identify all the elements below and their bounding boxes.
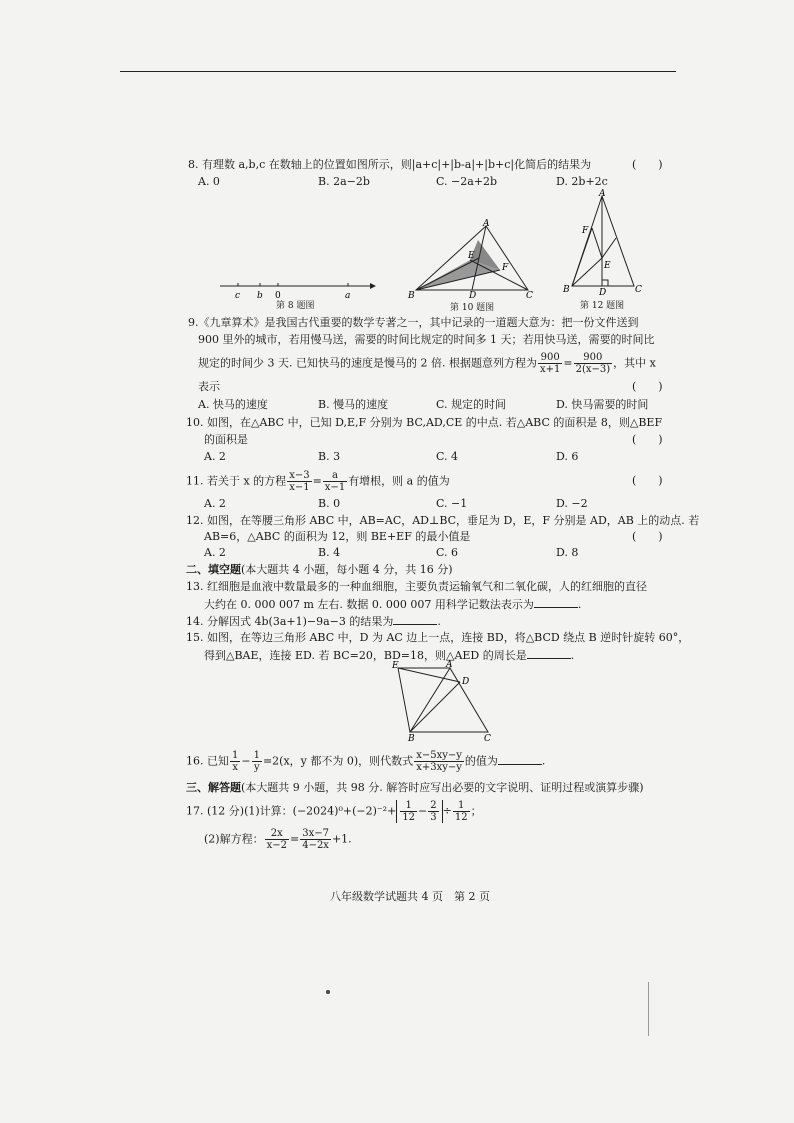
q15-line2: 得到△BAE，连接 ED. 若 BC=20，BD=18，则△AED 的周长是 . xyxy=(204,649,575,662)
q13-answer-blank[interactable] xyxy=(534,597,578,608)
q17-absolute-value: $\frac{1}{12}$ − $\frac{2}{3}$ xyxy=(396,800,442,823)
q9-line3-text: 规定的时间少 3 天. 已知快马的速度是慢马的 2 倍. 根据题意列方程为 xyxy=(198,356,537,370)
q16-fraction-2: $\frac{1}{y}$ xyxy=(253,750,260,773)
fig15-rotation-figure xyxy=(390,660,494,742)
q13-line1: 13. 红细胞是血液中数量最多的一种血细胞，主要负责运输氧气和二氧化碳，人的红细胞的直径 xyxy=(186,580,647,593)
q12-answer-paren: ( ) xyxy=(632,530,663,543)
q9-fraction-1: $\frac{900}{x+1}$ xyxy=(539,352,561,375)
q8-option-d: D. 2b+2c xyxy=(556,175,608,188)
q10-line1: 10. 如图，在△ABC 中，已知 D,E,F 分别为 BC,AD,CE 的中点. 若△ABC 的面积是 8，则△BEF xyxy=(186,416,663,429)
q11-answer-paren: ( ) xyxy=(632,474,663,487)
fig10-label-B: B xyxy=(408,291,415,301)
q10-answer-paren: ( ) xyxy=(632,433,663,446)
section-2-heading: 二、填空题(本大题共 4 小题，每小题 4 分，共 16 分) xyxy=(186,563,453,576)
q12-option-c: C. 6 xyxy=(436,546,459,559)
q17-fraction-right: $\frac{3x-7}{4-2x}$ xyxy=(302,828,329,851)
q9-option-d: D. 快马需要的时间 xyxy=(556,398,649,411)
q17-part1: 17. (12 分)(1)计算：(−2024)⁰+(−2)⁻²+ $\frac{1}{12}$ − $\frac{2}{3}$ ÷ $\frac{1}{12}$ ； xyxy=(186,800,482,823)
q8-option-b: B. 2a−2b xyxy=(318,175,370,188)
q10-option-b: B. 3 xyxy=(318,450,341,463)
fig8-caption: 第 8 题图 xyxy=(276,301,315,311)
scan-mark xyxy=(648,982,649,1036)
q9-option-a: A. 快马的速度 xyxy=(198,398,268,411)
section-3-heading: 三、解答题(本大题共 9 小题，共 98 分. 解答时应写出必要的文字说明、证明过程或演算步骤) xyxy=(186,781,644,794)
q8-answer-paren: ( ) xyxy=(632,158,663,171)
fig12-triangle xyxy=(560,188,646,296)
q17-part2: (2)解方程： $\frac{2x}{x-2}$ = $\frac{3x-7}{4-2x}$ +1. xyxy=(204,828,352,851)
q16-stem: 16. 已知 $\frac{1}{x}$ − $\frac{1}{y}$ =2(x，y 都不为 0)，则代数式 $\frac{x-5xy-y}{x+3xy-y}$ 的值为 . xyxy=(186,750,546,773)
q15-answer-blank[interactable] xyxy=(527,648,571,659)
fig10-label-E: E xyxy=(468,251,475,261)
fig12-label-A: A xyxy=(599,189,606,199)
q10-option-a: A. 2 xyxy=(204,450,226,463)
q9-line3: 规定的时间少 3 天. 已知快马的速度是慢马的 2 倍. 根据题意列方程为 $\frac{900}{x+1}$ = $\frac{900}{2(x-3)}$ ，其中 x xyxy=(198,352,656,375)
fig8-label-b: b xyxy=(257,291,263,301)
q8-option-a: A. 0 xyxy=(198,175,220,188)
header-rule xyxy=(120,71,676,72)
q14-stem: 14. 分解因式 4b(3a+1)−9a−3 的结果为 . xyxy=(186,615,441,628)
q14-answer-blank[interactable] xyxy=(393,614,437,625)
q9-line4: 表示 xyxy=(198,380,220,393)
q9-fraction-2: $\frac{900}{2(x-3)}$ xyxy=(575,352,611,375)
fig12-caption: 第 12 题图 xyxy=(580,301,625,311)
q9-answer-paren: ( ) xyxy=(632,380,663,393)
q11-stem: 11. 若关于 x 的方程 $\frac{x-3}{x-1}$ = $\frac{a}{x-1}$ 有增根，则 a 的值为 xyxy=(186,470,450,493)
q15-line1: 15. 如图，在等边三角形 ABC 中，D 为 AC 边上一点，连接 BD，将△BCD 绕点 B 逆时针旋转 60°， xyxy=(186,631,690,644)
q16-fraction-1: $\frac{1}{x}$ xyxy=(232,750,239,773)
fig10-label-D: D xyxy=(469,291,477,301)
fig8-label-a: a xyxy=(345,291,351,301)
q10-line2: 的面积是 xyxy=(204,433,248,446)
q17-fraction-divisor: $\frac{1}{12}$ xyxy=(454,800,468,823)
fig10-triangle xyxy=(406,218,536,302)
q16-fraction-3: $\frac{x-5xy-y}{x+3xy-y}$ xyxy=(416,750,462,773)
fig15-label-A: A xyxy=(446,660,453,670)
fig12-label-F: F xyxy=(582,226,589,236)
q11-fraction-2: $\frac{a}{x-1}$ xyxy=(324,470,346,493)
fig8-label-c: c xyxy=(235,291,241,301)
q17-fraction-left: $\frac{2x}{x-2}$ xyxy=(266,828,287,851)
q9-line1: 9.《九章算术》是我国古代重要的数学专著之一，其中记录的一道题大意为：把一份文件送到 xyxy=(188,316,639,329)
page-footer: 八年级数学试题共 4 页 第 2 页 xyxy=(330,890,490,903)
fig15-label-C: C xyxy=(484,734,491,742)
q8-option-c: C. −2a+2b xyxy=(436,175,498,188)
q8-stem: 8. 有理数 a,b,c 在数轴上的位置如图所示，则|a+c|+|b-a|+|b+c|化简后的结果为 xyxy=(188,158,592,171)
q9-line2: 900 里外的城市，若用慢马送，需要的时间比规定的时间多 1 天；若用快马送，需要的时间比 xyxy=(198,333,655,346)
fig12-label-B: B xyxy=(563,285,570,295)
fig15-label-D: D xyxy=(462,677,470,687)
fig15-label-B: B xyxy=(408,734,415,742)
fig10-caption: 第 10 题图 xyxy=(450,303,495,313)
q12-option-b: B. 4 xyxy=(318,546,341,559)
q12-option-a: A. 2 xyxy=(204,546,226,559)
fig10-label-A: A xyxy=(483,219,490,229)
q9-option-c: C. 规定的时间 xyxy=(436,398,507,411)
fig10-label-F: F xyxy=(502,263,509,273)
q9-option-b: B. 慢马的速度 xyxy=(318,398,389,411)
scan-speck xyxy=(326,990,330,994)
fig12-label-C: C xyxy=(635,285,642,295)
fig12-label-E: E xyxy=(604,261,611,271)
q13-line2: 大约在 0. 000 007 m 左右. 数据 0. 000 007 用科学记数法表示为 . xyxy=(204,598,582,611)
q11-option-d: D. −2 xyxy=(556,497,588,510)
fig8-label-0: 0 xyxy=(275,291,281,301)
q12-option-d: D. 8 xyxy=(556,546,579,559)
q10-option-c: C. 4 xyxy=(436,450,459,463)
q16-answer-blank[interactable] xyxy=(498,754,542,765)
fig10-label-C: C xyxy=(526,291,533,301)
q10-option-d: D. 6 xyxy=(556,450,579,463)
q11-option-a: A. 2 xyxy=(204,497,226,510)
fig15-label-E: E xyxy=(392,661,399,671)
q12-line1: 12. 如图，在等腰三角形 ABC 中，AB=AC，AD⊥BC，垂足为 D，E，F 分别是 AD，AB 上的动点. 若 xyxy=(186,514,700,527)
q11-option-b: B. 0 xyxy=(318,497,341,510)
q11-option-c: C. −1 xyxy=(436,497,468,510)
fig12-label-D: D xyxy=(599,288,607,296)
q12-line2: AB=6，△ABC 的面积为 12，则 BE+EF 的最小值是 xyxy=(204,530,471,543)
q11-fraction-1: $\frac{x-3}{x-1}$ xyxy=(289,470,310,493)
